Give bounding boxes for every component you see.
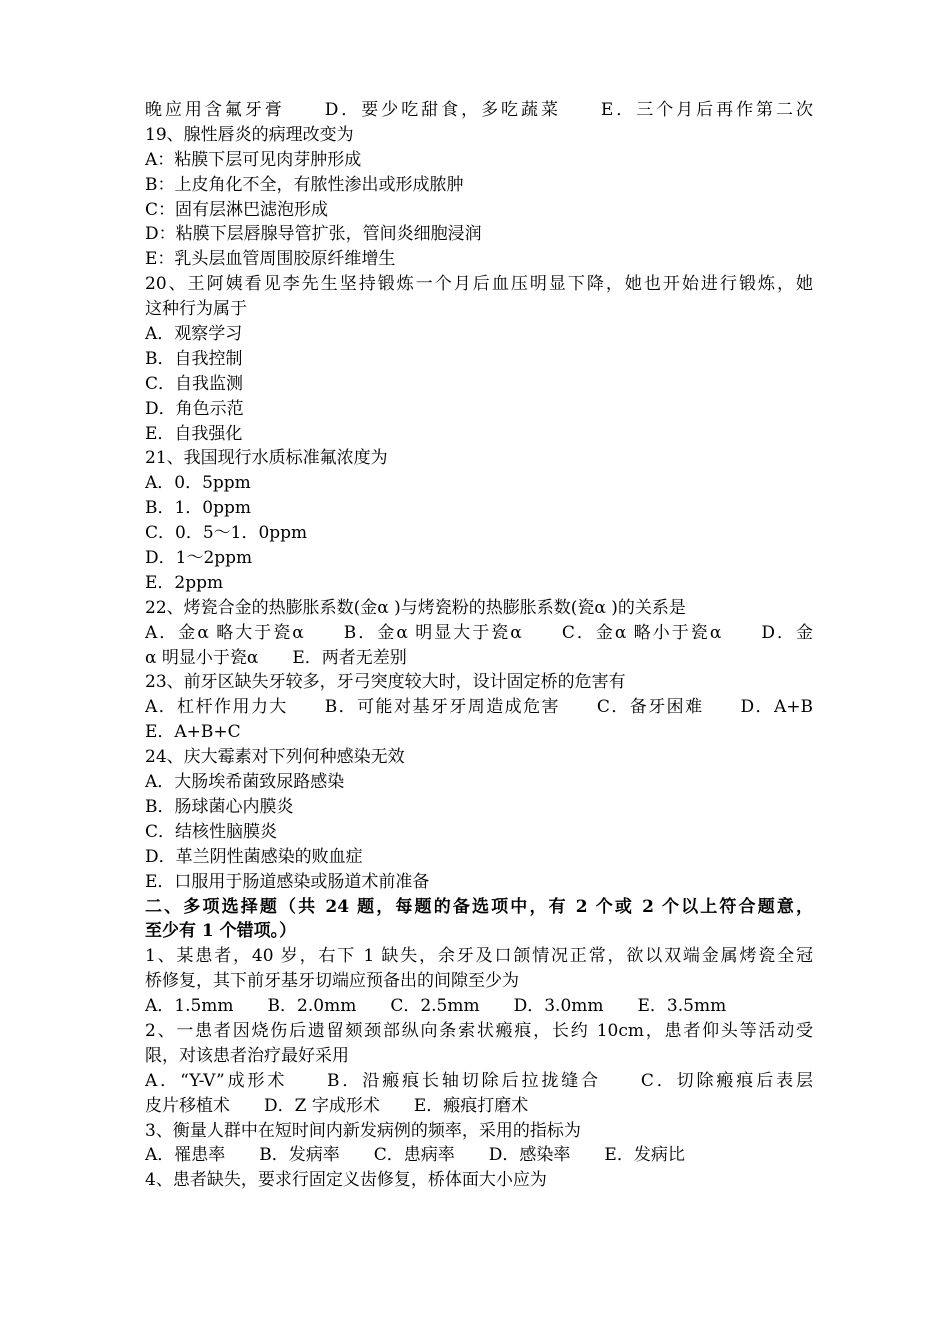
answer-option: C：固有层淋巴滤泡形成 xyxy=(145,199,329,220)
question-title: 23、前牙区缺失牙较多，牙弓突度较大时，设计固定桥的危害有 xyxy=(145,672,626,693)
section-heading: 二、多项选择题（共 24 题，每题的备选项中，有 2 个或 2 个以上符合题意， xyxy=(145,896,813,917)
answer-option: E．A+B+C xyxy=(145,722,241,743)
answer-option: A．观察学习 xyxy=(145,324,243,345)
answer-options-inline: A．1.5mm B．2.0mm C．2.5mm D．3.0mm E．3.5mm xyxy=(145,996,727,1017)
answer-options-inline: 皮片移植术 D．Z 字成形术 E．瘢痕打磨术 xyxy=(145,1095,529,1116)
answer-option: D．1～2ppm xyxy=(145,548,253,569)
question-title: 2、一患者因烧伤后遗留颏颈部纵向条索状瘢痕，长约 10cm，患者仰头等活动受 xyxy=(145,1020,813,1041)
question-title: 20、王阿姨看见李先生坚持锻炼一个月后血压明显下降，她也开始进行锻炼，她 xyxy=(145,274,813,295)
answer-option: B．肠球菌心内膜炎 xyxy=(145,796,294,817)
answer-option: E．口服用于肠道感染或肠道术前准备 xyxy=(145,871,430,892)
answer-option: D．革兰阴性菌感染的败血症 xyxy=(145,846,363,867)
answer-options-inline: A．“Y-V”成形术 B．沿瘢痕长轴切除后拉拢缝合 C．切除瘢痕后表层 xyxy=(145,1070,813,1091)
answer-options-inline: A．杠杆作用力大 B．可能对基牙牙周造成危害 C．备牙困难 D．A+B xyxy=(145,697,813,718)
answer-option: C．结核性脑膜炎 xyxy=(145,821,278,842)
answer-option: D．角色示范 xyxy=(145,398,244,419)
question-title-continued: 桥修复，其下前牙基牙切端应预备出的间隙至少为 xyxy=(145,971,519,992)
question-title: 4、患者缺失，要求行固定义齿修复，桥体面大小应为 xyxy=(145,1170,547,1191)
question-title: 3、衡量人群中在短时间内新发病例的频率，采用的指标为 xyxy=(145,1120,581,1141)
answer-option: D：粘膜下层唇腺导管扩张，管间炎细胞浸润 xyxy=(145,224,482,245)
document-page xyxy=(145,98,813,1193)
answer-option: C．0．5～1．0ppm xyxy=(145,523,308,544)
answer-options-inline: α 明显小于瓷α E．两者无差别 xyxy=(145,647,407,668)
answer-options-inline: A．金α 略大于瓷α B．金α 明显大于瓷α C．金α 略小于瓷α D．金 xyxy=(145,622,813,643)
question-title: 21、我国现行水质标准氟浓度为 xyxy=(145,448,388,469)
answer-option: A：粘膜下层可见肉芽肿形成 xyxy=(145,149,362,170)
answer-option: B．自我控制 xyxy=(145,348,243,369)
question-title: 22、烤瓷合金的热膨胀系数(金α )与烤瓷粉的热膨胀系数(瓷α )的关系是 xyxy=(145,597,686,618)
answer-option: E．2ppm xyxy=(145,572,224,593)
question-title-continued: 这种行为属于 xyxy=(145,299,247,320)
answer-option: E．自我强化 xyxy=(145,423,243,444)
text-line: 晚应用含氟牙膏 D．要少吃甜食，多吃蔬菜 E．三个月后再作第二次 xyxy=(145,100,813,120)
answer-option: B：上皮角化不全，有脓性渗出或形成脓肿 xyxy=(145,174,464,195)
question-title: 19、腺性唇炎的病理改变为 xyxy=(145,124,354,145)
answer-options-inline: A．罹患率 B．发病率 C．患病率 D．感染率 E．发病比 xyxy=(145,1145,685,1166)
answer-option: A．0．5ppm xyxy=(145,473,251,494)
section-heading-continued: 至少有 1 个错项。） xyxy=(145,921,297,942)
answer-option: E：乳头层血管周围胶原纤维增生 xyxy=(145,249,396,270)
question-title: 1、某患者，40 岁，右下 1 缺失，余牙及口颌情况正常，欲以双端金属烤瓷全冠 xyxy=(145,946,813,967)
question-title-continued: 限，对该患者治疗最好采用 xyxy=(145,1045,349,1066)
question-title: 24、庆大霉素对下列何种感染无效 xyxy=(145,747,405,768)
answer-option: C．自我监测 xyxy=(145,373,244,394)
answer-option: A．大肠埃希菌致尿路感染 xyxy=(145,772,345,793)
answer-option: B．1．0ppm xyxy=(145,498,252,519)
